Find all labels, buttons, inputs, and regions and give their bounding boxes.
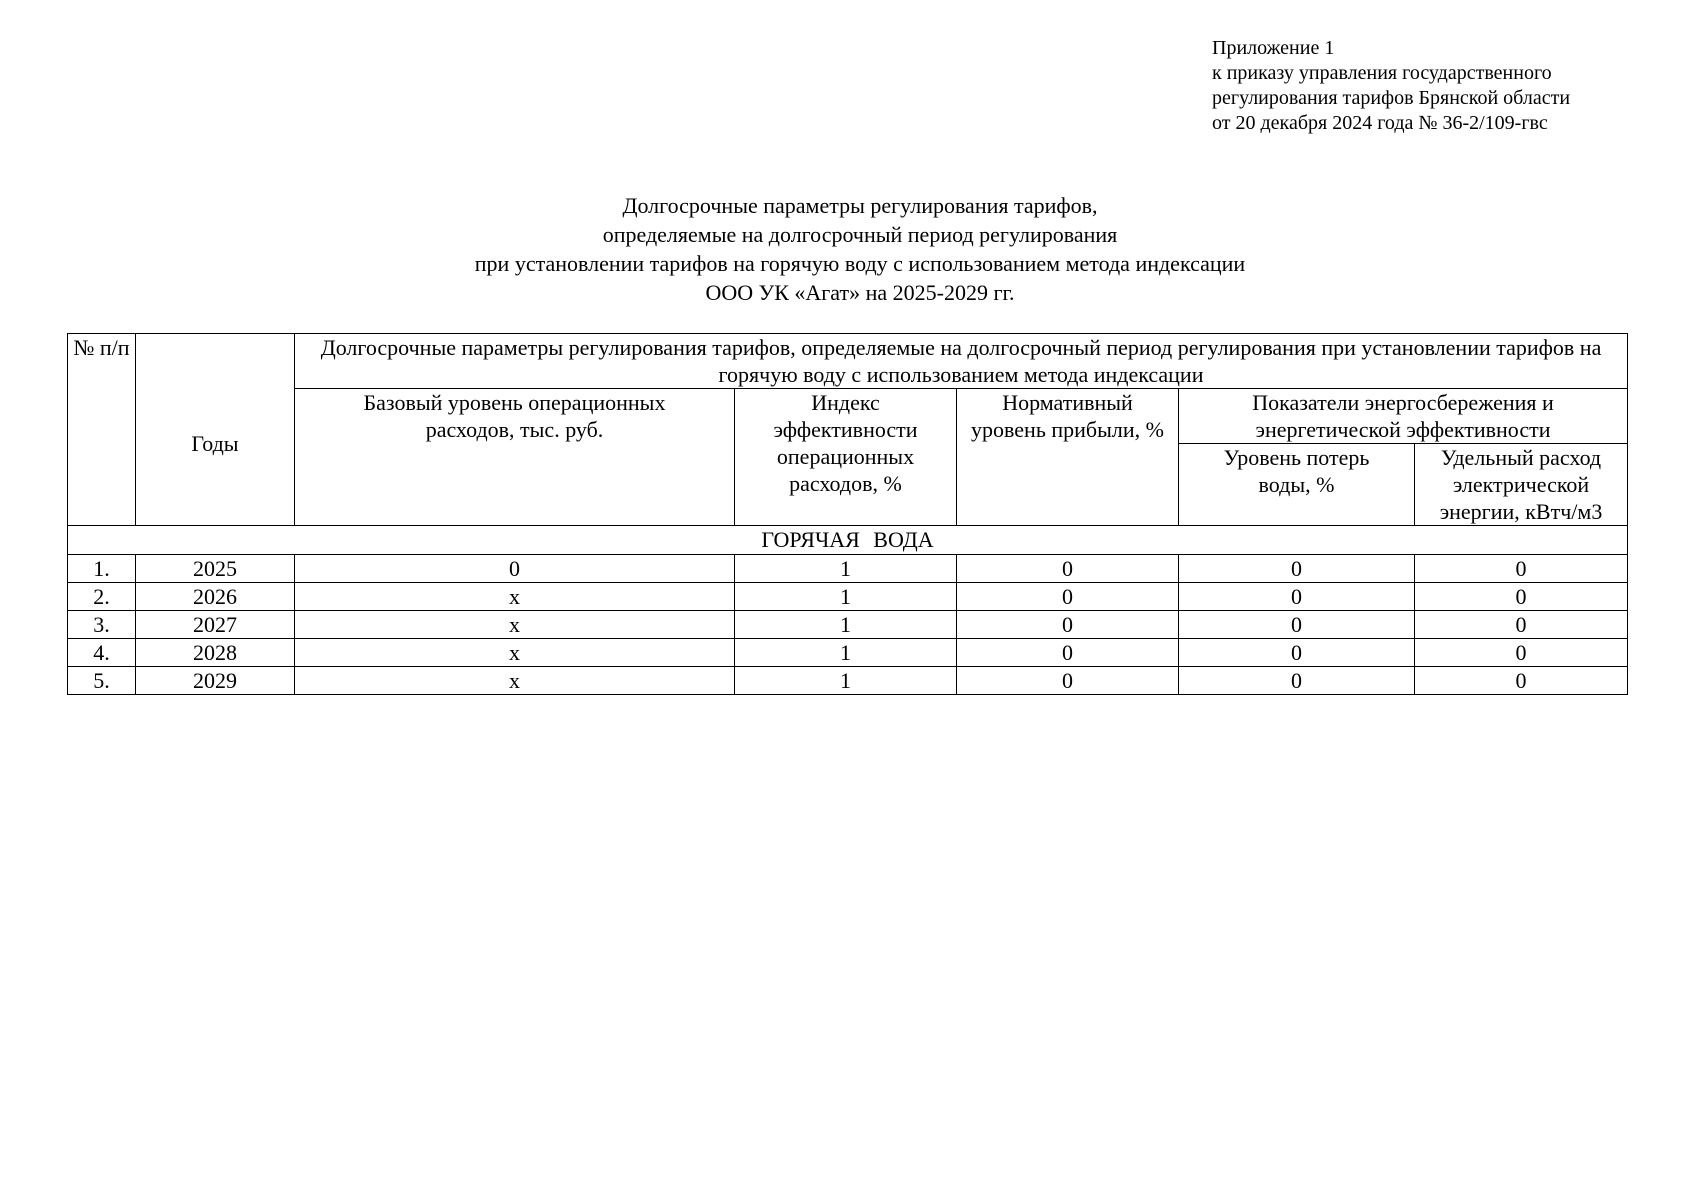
appendix-line: регулирования тарифов Брянской области <box>1212 87 1571 109</box>
cell-profit: 0 <box>957 555 1179 583</box>
header-efficiency-index: Индекс эффективности операционных расходов, % <box>735 389 957 526</box>
cell-index: 1 <box>735 555 957 583</box>
cell-index: 1 <box>735 611 957 639</box>
cell-electric: 0 <box>1415 555 1628 583</box>
cell-base: х <box>295 667 735 695</box>
header-electric-usage: Удельный расход электрической энергии, кВтч/м3 <box>1415 444 1628 526</box>
table-row <box>68 555 1628 583</box>
cell-base: х <box>295 611 735 639</box>
appendix-line: от 20 декабря 2024 года № 36-2/109-гвс <box>1212 112 1548 134</box>
header-row-2 <box>68 389 1628 444</box>
document-title <box>0 191 1690 307</box>
cell-num: 5. <box>68 667 136 695</box>
cell-base: 0 <box>295 555 735 583</box>
cell-index: 1 <box>735 667 957 695</box>
cell-electric: 0 <box>1415 639 1628 667</box>
cell-loss: 0 <box>1179 583 1415 611</box>
cell-loss: 0 <box>1179 611 1415 639</box>
header-group: Долгосрочные параметры регулирования тарифов, определяемые на долгосрочный период регулирования при установлении тарифов на горячую воду с использованием метода индексации <box>295 334 1628 389</box>
cell-num: 4. <box>68 639 136 667</box>
appendix-block <box>1212 36 1570 136</box>
header-profit-level: Нормативный уровень прибыли, % <box>957 389 1179 526</box>
cell-profit: 0 <box>957 639 1179 667</box>
cell-base: х <box>295 639 735 667</box>
header-energy-group: Показатели энергосбережения и энергетической эффективности <box>1179 389 1628 444</box>
header-water-loss: Уровень потерь воды, % <box>1179 444 1415 526</box>
cell-profit: 0 <box>957 667 1179 695</box>
table-row <box>68 667 1628 695</box>
cell-loss: 0 <box>1179 555 1415 583</box>
section-title: ГОРЯЧАЯ ВОДА <box>68 526 1628 555</box>
cell-num: 3. <box>68 611 136 639</box>
cell-loss: 0 <box>1179 639 1415 667</box>
header-years: Годы <box>136 334 295 526</box>
cell-year: 2028 <box>136 639 295 667</box>
title-line: Долгосрочные параметры регулирования тарифов, <box>622 193 1098 218</box>
title-line: ООО УК «Агат» на 2025-2029 гг. <box>705 280 1015 305</box>
header-base-level: Базовый уровень операционных расходов, тыс. руб. <box>295 389 735 526</box>
cell-loss: 0 <box>1179 667 1415 695</box>
cell-index: 1 <box>735 583 957 611</box>
cell-index: 1 <box>735 639 957 667</box>
cell-electric: 0 <box>1415 611 1628 639</box>
table-row <box>68 639 1628 667</box>
cell-year: 2026 <box>136 583 295 611</box>
cell-profit: 0 <box>957 583 1179 611</box>
cell-num: 1. <box>68 555 136 583</box>
table-row <box>68 611 1628 639</box>
cell-electric: 0 <box>1415 583 1628 611</box>
cell-electric: 0 <box>1415 667 1628 695</box>
header-row-1 <box>68 334 1628 389</box>
title-line: определяемые на долгосрочный период регулирования <box>602 222 1118 247</box>
header-num: № п/п <box>68 334 136 526</box>
cell-num: 2. <box>68 583 136 611</box>
section-row <box>68 526 1628 555</box>
cell-year: 2025 <box>136 555 295 583</box>
table-row <box>68 583 1628 611</box>
tariff-parameters-table <box>67 333 1628 695</box>
title-line: при установлении тарифов на горячую воду с использованием метода индексации <box>474 251 1246 276</box>
appendix-line: Приложение 1 <box>1212 37 1335 59</box>
cell-profit: 0 <box>957 611 1179 639</box>
cell-base: х <box>295 583 735 611</box>
cell-year: 2027 <box>136 611 295 639</box>
cell-year: 2029 <box>136 667 295 695</box>
appendix-line: к приказу управления государственного <box>1212 62 1552 84</box>
